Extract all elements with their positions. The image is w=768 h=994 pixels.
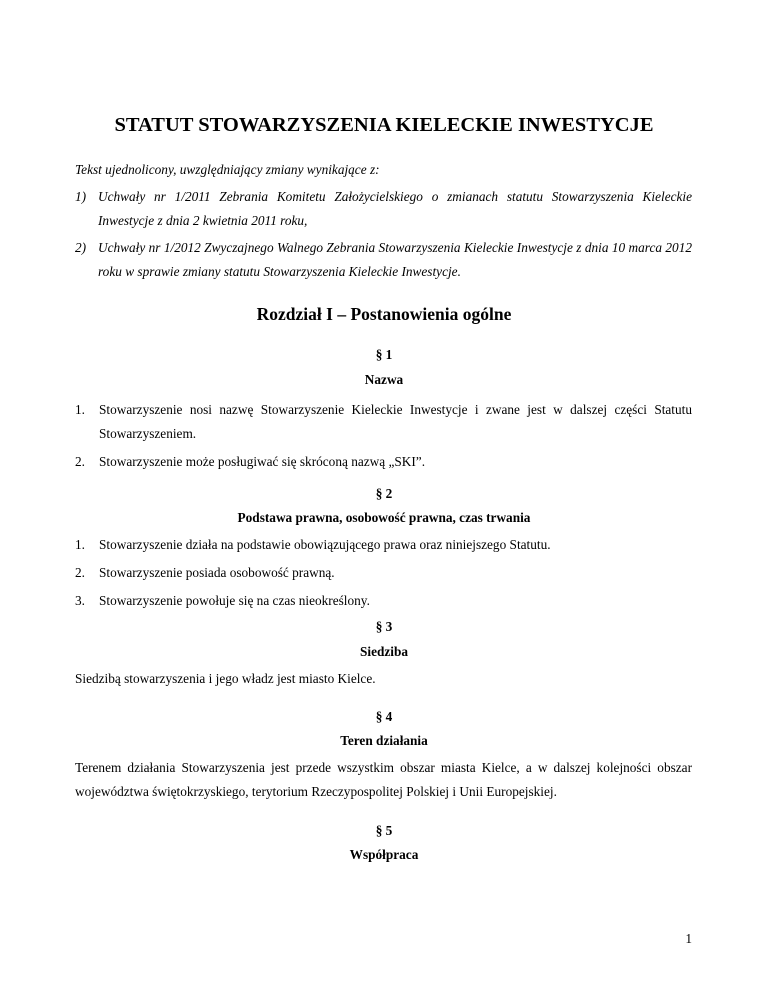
- section-sign: § 5: [375, 823, 393, 838]
- intro-amendment-item: [75, 236, 692, 284]
- list-number: 1): [75, 189, 87, 204]
- list-text: Uchwały nr 1/2012 Zwyczajnego Walnego Zebrania Stowarzyszenia Kieleckie Inwestycje z dnia 10 marca 2012 roku w sprawie zmiany statutu Stowarzyszenia Kieleckie Inwestycje.: [98, 240, 692, 279]
- document-title: STATUT STOWARZYSZENIA KIELECKIE INWESTYCJE: [114, 114, 654, 136]
- list-item: [75, 450, 692, 474]
- section-text: Siedzibą stowarzyszenia i jego władz jest miasto Kielce.: [75, 671, 376, 686]
- section-heading: Nazwa: [364, 372, 404, 387]
- section-items: [75, 533, 692, 617]
- list-number: 1.: [75, 402, 85, 417]
- section-heading: Teren działania: [340, 733, 428, 748]
- section-sign: § 3: [375, 619, 393, 634]
- section-heading: Współpraca: [349, 847, 419, 862]
- list-number: 2.: [75, 565, 85, 580]
- list-number: 2.: [75, 454, 85, 469]
- section-heading: Podstawa prawna, osobowość prawna, czas trwania: [237, 510, 531, 525]
- list-text: Stowarzyszenie powołuje się na czas nieokreślony.: [99, 593, 370, 608]
- section-items: [75, 398, 692, 478]
- page-number: 1: [685, 931, 692, 946]
- intro-lead: Tekst ujednolicony, uwzględniający zmiany wynikające z:: [75, 162, 380, 177]
- section-sign: § 4: [375, 709, 393, 724]
- intro-amendment-item: [75, 185, 692, 233]
- list-number: 3.: [75, 593, 85, 608]
- chapter-title: Rozdział I – Postanowienia ogólne: [256, 304, 512, 324]
- section-sign: § 2: [375, 486, 393, 501]
- list-number: 1.: [75, 537, 85, 552]
- list-text: Uchwały nr 1/2011 Zebrania Komitetu Założycielskiego o zmianach statutu Stowarzyszenia Kieleckie Inwestycje z dnia 2 kwietnia 2011 roku,: [98, 189, 692, 228]
- section-text: Terenem działania Stowarzyszenia jest przede wszystkim obszar miasta Kielce, a w dalszej kolejności obszar województwa świętokrzyskiego, terytorium Rzeczypospolitej Polskiej i Unii Europejskiej.: [75, 760, 692, 799]
- intro-amendments-list: [75, 185, 692, 284]
- list-text: Stowarzyszenie posiada osobowość prawną.: [99, 565, 335, 580]
- intro-block: [75, 158, 692, 287]
- list-item: [75, 398, 692, 446]
- list-item: [75, 561, 692, 585]
- section-heading: Siedziba: [359, 644, 409, 659]
- list-text: Stowarzyszenie może posługiwać się skróconą nazwą „SKI”.: [99, 454, 426, 469]
- list-text: Stowarzyszenie nosi nazwę Stowarzyszenie Kieleckie Inwestycje i zwane jest w dalszej części Statutu Stowarzyszeniem.: [99, 402, 692, 441]
- list-text: Stowarzyszenie działa na podstawie obowiązującego prawa oraz niniejszego Statutu.: [99, 537, 551, 552]
- list-item: [75, 589, 692, 613]
- list-item: [75, 533, 692, 557]
- section-sign: § 1: [375, 347, 393, 362]
- list-number: 2): [75, 240, 87, 255]
